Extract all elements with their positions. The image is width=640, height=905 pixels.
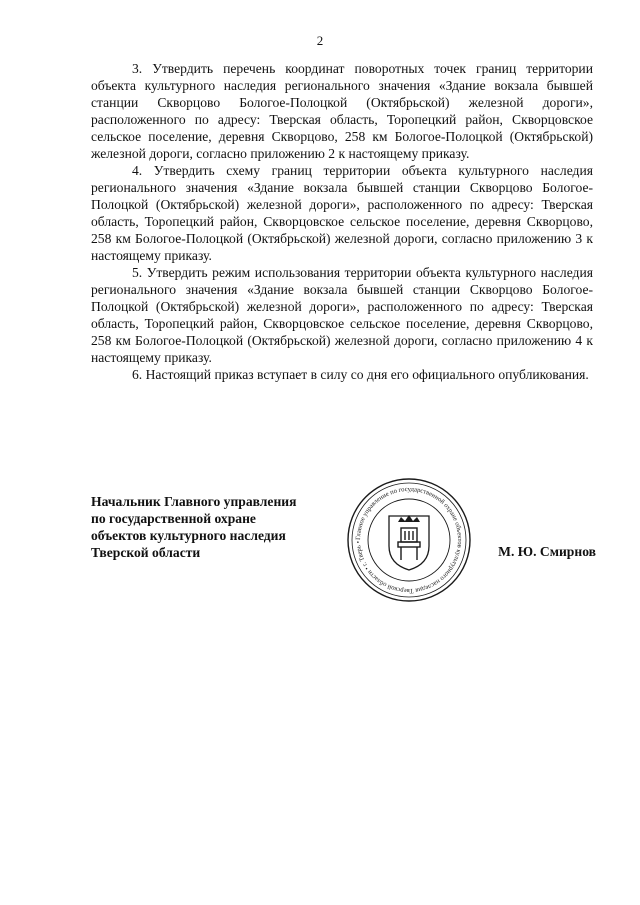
signatory-position-line: по государственной охране [91,511,256,526]
signatory-position-line: Тверской области [91,545,201,560]
paragraph-4: 4. Утвердить схему границ территории объекта культурного наследия регионального значения «Здание вокзала бывшей станции Скворцово Бологое-Полоцкой (Октябрьской) железной дороги», расположенного по адресу: Тверская область, Торопецкий район, Скворцовское сельское поселение, деревня Скворцово, 258 км Бологое-Полоцкой (Октябрьской) железной дороги, согласно приложению 3 к настоящему приказу. [91,163,593,263]
signatory-position [91,493,351,561]
order-body [91,60,593,383]
paragraph-6: 6. Настоящий приказ вступает в силу со дня его официального опубликования. [132,367,589,382]
seal-text: Главное управление по государственной охране объектов культурного наследия Тверской области • г. Тверь • [354,485,464,595]
throne-icon [398,528,420,560]
paragraph-5: 5. Утвердить режим использования территории объекта культурного наследия регионального значения «Здание вокзала бывшей станции Скворцово Бологое-Полоцкой (Октябрьской) железной дороги», расположенного по адресу: Тверская область, Торопецкий район, Скворцовское сельское поселение, деревня Скворцово, 258 км Бологое-Полоцкой (Октябрьской) железной дороги, согласно приложению 4 к настоящему приказу. [91,265,593,365]
official-seal [345,476,473,604]
page-number: 2 [316,33,324,48]
coat-of-arms-icon [389,516,429,570]
signatory-position-line: Начальник Главного управления [91,494,297,509]
signatory-position-line: объектов культурного наследия [91,528,286,543]
signatory-name: М. Ю. Смирнов [498,544,596,559]
paragraph-3: 3. Утвердить перечень координат поворотных точек границ территории объекта культурного наследия регионального значения «Здание вокзала бывшей станции Скворцово Бологое-Полоцкой (Октябрьской) железной дороги», расположенного по адресу: Тверская область, Торопецкий район, Скворцовское сельское поселение, деревня Скворцово, 258 км Бологое-Полоцкой (Октябрьской) железной дороги, согласно приложению 2 к настоящему приказу. [91,61,593,161]
